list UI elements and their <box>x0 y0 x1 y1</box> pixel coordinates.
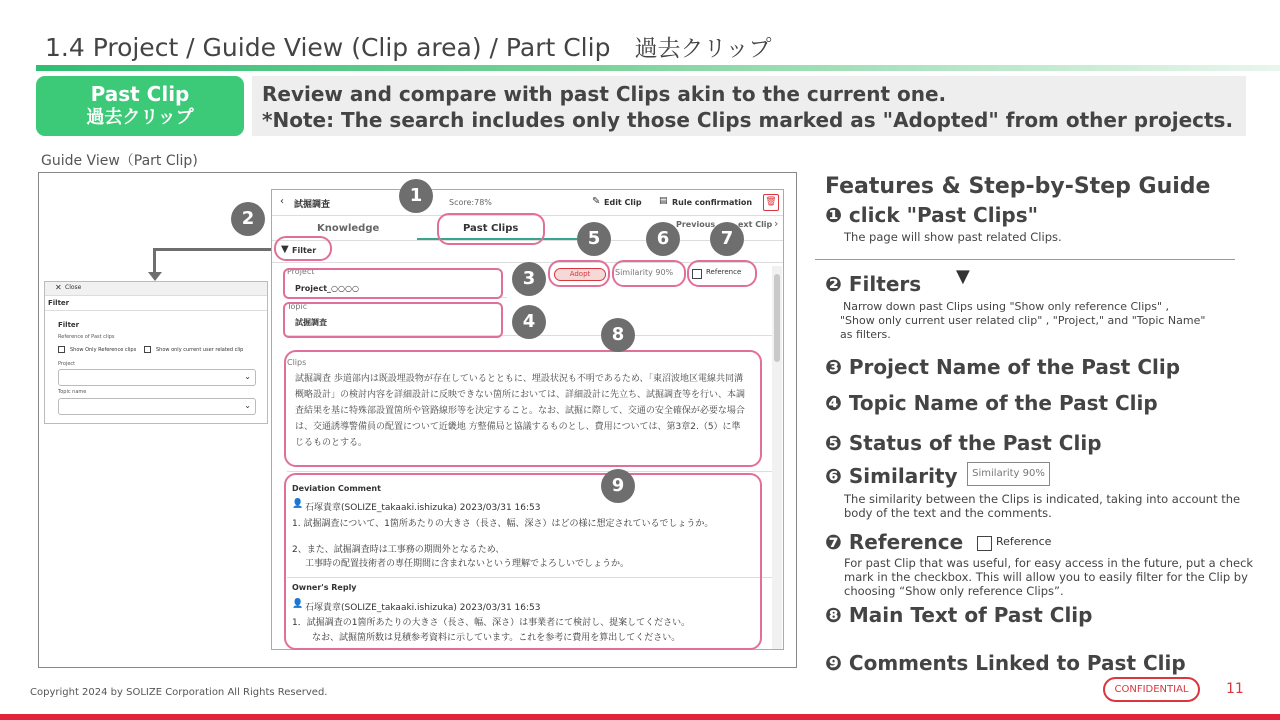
topic-label: Topic <box>287 302 308 311</box>
chevron-down-icon: ⌄ <box>244 372 251 381</box>
score-label: Score:78% <box>449 198 492 207</box>
step-2-title: ❷ Filters <box>825 272 922 296</box>
comment-line-2a: 2、また、試掘調査時は工事務の期間外となるため、 <box>292 545 505 555</box>
callout-4: 4 <box>512 305 546 339</box>
highlight-comments <box>284 473 762 650</box>
step-6-body-2: body of the text and the comments. <box>844 506 1052 520</box>
highlight-adopt <box>548 260 610 287</box>
delete-icon[interactable]: 🗑 <box>763 194 779 211</box>
reference-label: Reference <box>706 268 742 276</box>
show-only-current-user-label: Show only current user related clip <box>156 347 244 353</box>
project-select[interactable] <box>58 369 256 386</box>
reference-label: Reference of Past clips <box>58 334 115 340</box>
filter-subtitle: Filter <box>58 321 80 329</box>
deviation-comment-heading: Deviation Comment <box>292 484 381 493</box>
filter-panel-header <box>45 282 267 296</box>
show-only-reference-checkbox[interactable] <box>58 346 65 353</box>
callout-3: 3 <box>512 262 546 296</box>
connector-vertical <box>153 248 156 274</box>
callout-1: 1 <box>399 179 433 213</box>
divider <box>287 471 772 472</box>
callout-7: 7 <box>710 222 744 256</box>
confidential-badge: CONFIDENTIAL <box>1103 677 1200 702</box>
clip-title: 試掘調査 <box>294 200 331 210</box>
tab-knowledge[interactable]: Knowledge <box>317 223 380 234</box>
guide-heading: Features & Step-by-Step Guide <box>825 174 1211 199</box>
callout-2: 2 <box>231 202 265 236</box>
filter-icon[interactable]: ▼ <box>281 244 289 255</box>
bottom-bar <box>0 714 1280 720</box>
highlight-similarity <box>612 260 686 287</box>
copyright: Copyright 2024 by SOLIZE Corporation All Rights Reserved. <box>30 687 328 698</box>
step-2-body-2: "Show only current user related clip" , "Project," and "Topic Name" <box>840 314 1206 327</box>
step-8-title: ❽ Main Text of Past Clip <box>825 603 1093 627</box>
step-6-body-1: The similarity between the Clips is indicated, taking into account the <box>844 492 1241 506</box>
reply-author: 石塚貴章(SOLIZE_takaaki.ishizuka) 2023/03/31 16:53 <box>305 603 541 613</box>
title-underline <box>36 65 1280 71</box>
step-9-title: ❾ Comments Linked to Past Clip <box>825 651 1186 675</box>
callout-8: 8 <box>601 318 635 352</box>
section-badge <box>36 76 244 136</box>
chevron-right-icon[interactable]: › <box>774 217 779 230</box>
step-6-title: ❻ Similarity <box>825 464 958 488</box>
reference-checkbox-sample <box>977 536 992 551</box>
close-button[interactable]: Close <box>65 284 82 291</box>
guide-view-label: Guide View（Part Clip) <box>41 153 198 169</box>
description-box <box>252 76 1246 136</box>
step-7-body-1: For past Clip that was useful, for easy access in the future, put a check <box>844 556 1254 570</box>
edit-icon: ✎ <box>592 196 601 207</box>
connector-arrowhead <box>148 272 162 281</box>
step-3-title: ❸ Project Name of the Past Clip <box>825 355 1181 379</box>
reference-chip-label: Reference <box>996 535 1052 548</box>
badge-label-jp: 過去クリップ <box>86 107 194 128</box>
highlight-project <box>283 268 503 299</box>
clips-label: Clips <box>287 358 307 367</box>
show-only-current-user-checkbox[interactable] <box>144 346 151 353</box>
badge-label-en: Past Clip <box>90 82 190 106</box>
step-2-body-3: as filters. <box>840 328 891 341</box>
title-en: 1.4 Project / Guide View (Clip area) / Part Clip <box>45 33 611 62</box>
step-1-title: ❶ click "Past Clips" <box>825 203 1039 227</box>
description-line-2: *Note: The search includes only those Clips marked as "Adopted" from other projects. <box>262 108 1234 132</box>
highlight-reference <box>687 260 757 287</box>
title-jp: 過去クリップ <box>634 36 772 62</box>
similarity-chip: Similarity 90% <box>967 462 1050 486</box>
clip-main-text: 試掘調査 歩道部内は既設埋設物が存在しているとともに、埋設状況も不明であるため、「東沼波地区電線共同溝概略設計」の検討内容を詳細設計に反映できない箇所においては、詳細設計に先立ち、試掘調査等を行い、本調査結果を基に特殊部設置箇所や管路線形等を決定すること。なお、試掘に際して、交通の安全確保が必要な場合は、交通誘導警備員の配置について近畿地 方整備局と協議するものとし、費用については、第3章2.（5）に準じるものとする。 <box>295 374 746 448</box>
filter-panel-title: Filter <box>48 299 70 307</box>
filter-panel <box>44 281 268 424</box>
chevron-down-icon: ⌄ <box>244 401 251 410</box>
user-icon: 👤 <box>292 599 304 609</box>
owners-reply-heading: Owner's Reply <box>292 583 357 592</box>
rule-confirmation-button[interactable]: Rule confirmation <box>672 198 753 207</box>
scrollbar-thumb[interactable] <box>774 274 780 362</box>
step-1-body: The page will show past related Clips. <box>844 230 1062 244</box>
adopt-status-badge: Adopt <box>554 268 606 281</box>
filter-icon: ▼ <box>956 266 970 287</box>
reply-line-2: なお、試掘箇所数は見積参考資料に示しています。これを参考に費用を算出してください。 <box>312 633 681 643</box>
topic-value: 試掘調査 <box>295 318 327 327</box>
document-icon: ▤ <box>659 196 668 206</box>
comment-line-2b: 工事時の配置技術者の専任期間に含まれないという理解でよろしいでしょうか。 <box>305 559 630 569</box>
connector-horizontal <box>154 248 274 251</box>
highlight-topic <box>283 302 503 338</box>
topic-filter-label: Topic name <box>58 389 87 395</box>
divider <box>815 259 1235 260</box>
step-7-title: ❼ Reference <box>825 530 964 554</box>
step-7-body-3: choosing “Show only reference Clips”. <box>844 584 1064 598</box>
back-chevron-icon[interactable]: ‹ <box>280 196 284 207</box>
filter-button[interactable]: Filter <box>292 246 317 255</box>
page-number: 11 <box>1226 681 1244 697</box>
comment-line-1: 1. 試掘調査について、1箇所あたりの大きさ（長さ、幅、深さ）はどの様に想定されているでしょうか。 <box>292 519 714 529</box>
show-only-reference-label: Show Only Reference clips <box>70 347 137 353</box>
next-clip-button[interactable]: ext Clip <box>738 220 773 229</box>
callout-9: 9 <box>601 469 635 503</box>
step-2-body-1: Narrow down past Clips using "Show only reference Clips" , <box>843 300 1170 313</box>
highlight-past-clips <box>437 213 545 245</box>
previous-button[interactable]: Previous <box>676 220 716 229</box>
description-line-1: Review and compare with past Clips akin to the current one. <box>262 82 947 106</box>
reply-line-1: 1．試掘調査の1箇所あたりの大きさ（長さ、幅、深さ）は事業者にて検討し、提案してください。 <box>292 618 691 628</box>
close-icon[interactable]: ✕ <box>55 283 62 292</box>
tab-past-clips[interactable]: Past Clips <box>463 223 519 234</box>
step-5-title: ❺ Status of the Past Clip <box>825 431 1102 455</box>
similarity-label: Similarity 90% <box>615 268 674 277</box>
highlight-clips <box>284 350 762 467</box>
step-4-title: ❹ Topic Name of the Past Clip <box>825 391 1158 415</box>
callout-5: 5 <box>577 222 611 256</box>
user-icon: 👤 <box>292 499 304 509</box>
project-label: Project <box>287 267 315 276</box>
project-value: Project_○○○○ <box>295 284 359 293</box>
topic-select[interactable] <box>58 398 256 415</box>
edit-clip-button[interactable]: Edit Clip <box>604 198 642 207</box>
step-7-body-2: mark in the checkbox. This will allow you to easily filter for the Clip by <box>844 570 1248 584</box>
project-filter-label: Project <box>58 361 76 367</box>
highlight-filter <box>274 236 332 261</box>
comment-author: 石塚貴章(SOLIZE_takaaki.ishizuka) 2023/03/31 16:53 <box>305 503 541 513</box>
divider <box>45 310 267 311</box>
callout-6: 6 <box>646 222 680 256</box>
page-title <box>45 30 772 63</box>
